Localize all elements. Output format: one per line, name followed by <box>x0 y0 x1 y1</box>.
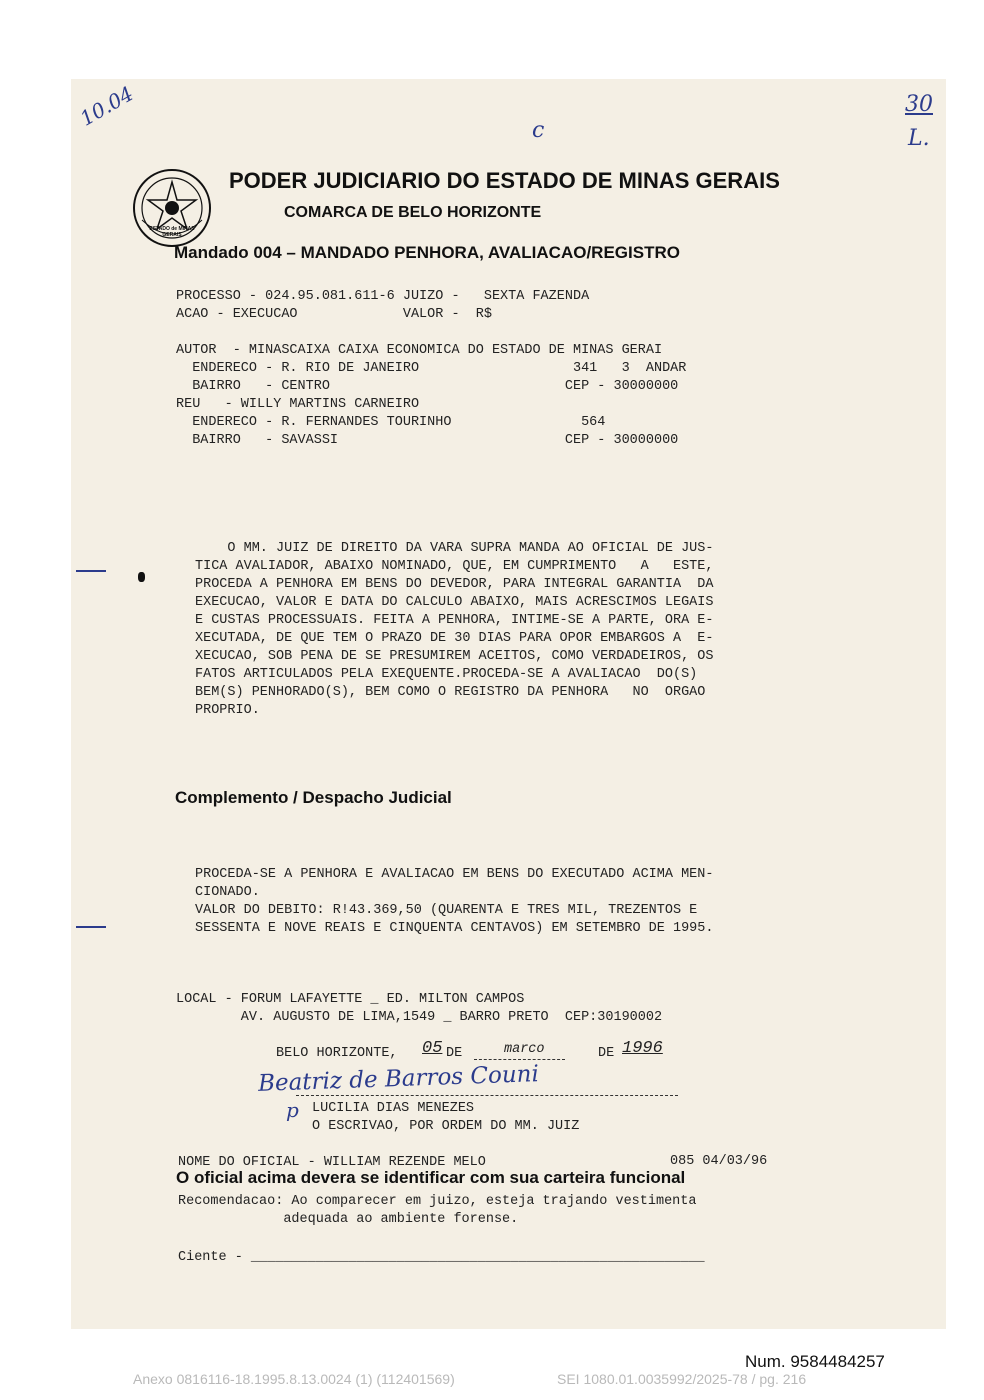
complemento-line: SESSENTA E NOVE REAIS E CINQUENTA CENTAVOS) EM SETEMBRO DE 1995. <box>195 921 714 936</box>
body-line: FATOS ARTICULADOS PELA EXEQUENTE.PROCEDA-SE A AVALIACAO DO(S) <box>195 667 698 682</box>
page-number-handwritten: 30 <box>905 92 933 117</box>
date-de: DE <box>598 1046 615 1061</box>
autor-bairro: BAIRRO - CENTRO CEP - 30000000 <box>176 379 679 394</box>
autor-line: AUTOR - MINASCAIXA CAIXA ECONOMICA DO ESTADO DE MINAS GERAI <box>176 343 663 358</box>
body-line: O MM. JUIZ DE DIREITO DA VARA SUPRA MANDA AO OFICIAL DE JUS- <box>195 541 714 556</box>
signature-line <box>296 1095 678 1096</box>
sei-reference: SEI 1080.01.0035992/2025-78 / pg. 216 <box>557 1371 807 1387</box>
date-month: marco <box>474 1041 565 1060</box>
margin-note-top-left: 10.04 <box>75 81 138 131</box>
body-line: TICA AVALIADOR, ABAIXO NOMINADO, QUE, EM CUMPRIMENTO A ESTE, <box>195 559 714 574</box>
escrivao-name: LUCILIA DIAS MENEZES <box>312 1101 475 1116</box>
acao-line: ACAO - EXECUCAO VALOR - R$ <box>176 307 492 322</box>
bullet-mark <box>138 572 145 582</box>
seal-text: ESTADO de MINAS GERAIS <box>149 226 195 238</box>
body-line: EXECUCAO, VALOR E DATA DO CALCULO ABAIXO, MAIS ACRESCIMOS LEGAIS <box>195 595 714 610</box>
date-year: 1996 <box>622 1039 663 1058</box>
body-line: BEM(S) PENHORADO(S), BEM COMO O REGISTRO DA PENHORA NO ORGAO <box>195 685 706 700</box>
body-line: XECUTADA, DE QUE TEM O PRAZO DE 30 DIAS PARA OPOR EMBARGOS A E- <box>195 631 714 646</box>
body-line: XECUCAO, SOB PENA DE SE PRESUMIREM ACEITOS, COMO VERDADEIROS, OS <box>195 649 714 664</box>
signature-p-mark: p <box>286 1098 299 1122</box>
anexo-reference: Anexo 0816116-18.1995.8.13.0024 (1) (112401569) <box>133 1371 455 1387</box>
handwritten-signature: Beatriz de Barros Couni <box>257 1061 540 1097</box>
complemento-line: PROCEDA-SE A PENHORA E AVALIACAO EM BENS DO EXECUTADO ACIMA MEN- <box>195 867 714 882</box>
local-line: LOCAL - FORUM LAFAYETTE _ ED. MILTON CAMPOS <box>176 992 525 1007</box>
date-city: BELO HORIZONTE, <box>276 1046 398 1061</box>
margin-tick <box>76 926 106 928</box>
body-line: PROPRIO. <box>195 703 260 718</box>
oficial-code: 085 04/03/96 <box>670 1154 768 1169</box>
reu-endereco: ENDERECO - R. FERNANDES TOURINHO 564 <box>176 415 606 430</box>
oficial-name: NOME DO OFICIAL - WILLIAM REZENDE MELO <box>178 1155 486 1170</box>
complemento-line: VALOR DO DEBITO: R!43.369,50 (QUARENTA E TRES MIL, TREZENTOS E <box>195 903 698 918</box>
date-day: 05 <box>422 1039 443 1058</box>
reu-bairro: BAIRRO - SAVASSI CEP - 30000000 <box>176 433 679 448</box>
comarca-subtitle: COMARCA DE BELO HORIZONTE <box>284 204 542 221</box>
mandado-title: Mandado 004 – MANDADO PENHORA, AVALIACAO/REGISTRO <box>174 243 680 262</box>
document-number: Num. 9584484257 <box>745 1352 885 1371</box>
court-title: PODER JUDICIARIO DO ESTADO DE MINAS GERAIS <box>229 168 780 193</box>
body-line: E CUSTAS PROCESSUAIS. FEITA A PENHORA, INTIME-SE A PARTE, ORA E- <box>195 613 714 628</box>
recomendacao-line: adequada ao ambiente forense. <box>178 1212 519 1227</box>
recomendacao-line: Recomendacao: Ao comparecer em juizo, esteja trajando vestimenta <box>178 1194 697 1209</box>
body-line: PROCEDA A PENHORA EM BENS DO DEVEDOR, PARA INTEGRAL GARANTIA DA <box>195 577 714 592</box>
local-address: AV. AUGUSTO DE LIMA,1549 _ BARRO PRETO CEP:30190002 <box>176 1010 663 1025</box>
escrivao-role: O ESCRIVAO, POR ORDEM DO MM. JUIZ <box>312 1119 580 1134</box>
complemento-heading: Complemento / Despacho Judicial <box>175 788 452 807</box>
margin-tick <box>76 570 106 572</box>
margin-note-top-center: c <box>532 118 545 143</box>
margin-letter-handwritten: L. <box>908 126 930 151</box>
autor-endereco: ENDERECO - R. RIO DE JANEIRO 341 3 ANDAR <box>176 361 687 376</box>
ciente-field: Ciente - ________________________________________________________ <box>178 1250 705 1265</box>
date-de: DE <box>446 1046 463 1061</box>
oficial-notice: O oficial acima devera se identificar com sua carteira funcional <box>176 1168 686 1187</box>
processo-line: PROCESSO - 024.95.081.611-6 JUIZO - SEXTA FAZENDA <box>176 289 590 304</box>
reu-line: REU - WILLY MARTINS CARNEIRO <box>176 397 420 412</box>
complemento-line: CIONADO. <box>195 885 260 900</box>
state-seal-icon <box>132 168 212 248</box>
